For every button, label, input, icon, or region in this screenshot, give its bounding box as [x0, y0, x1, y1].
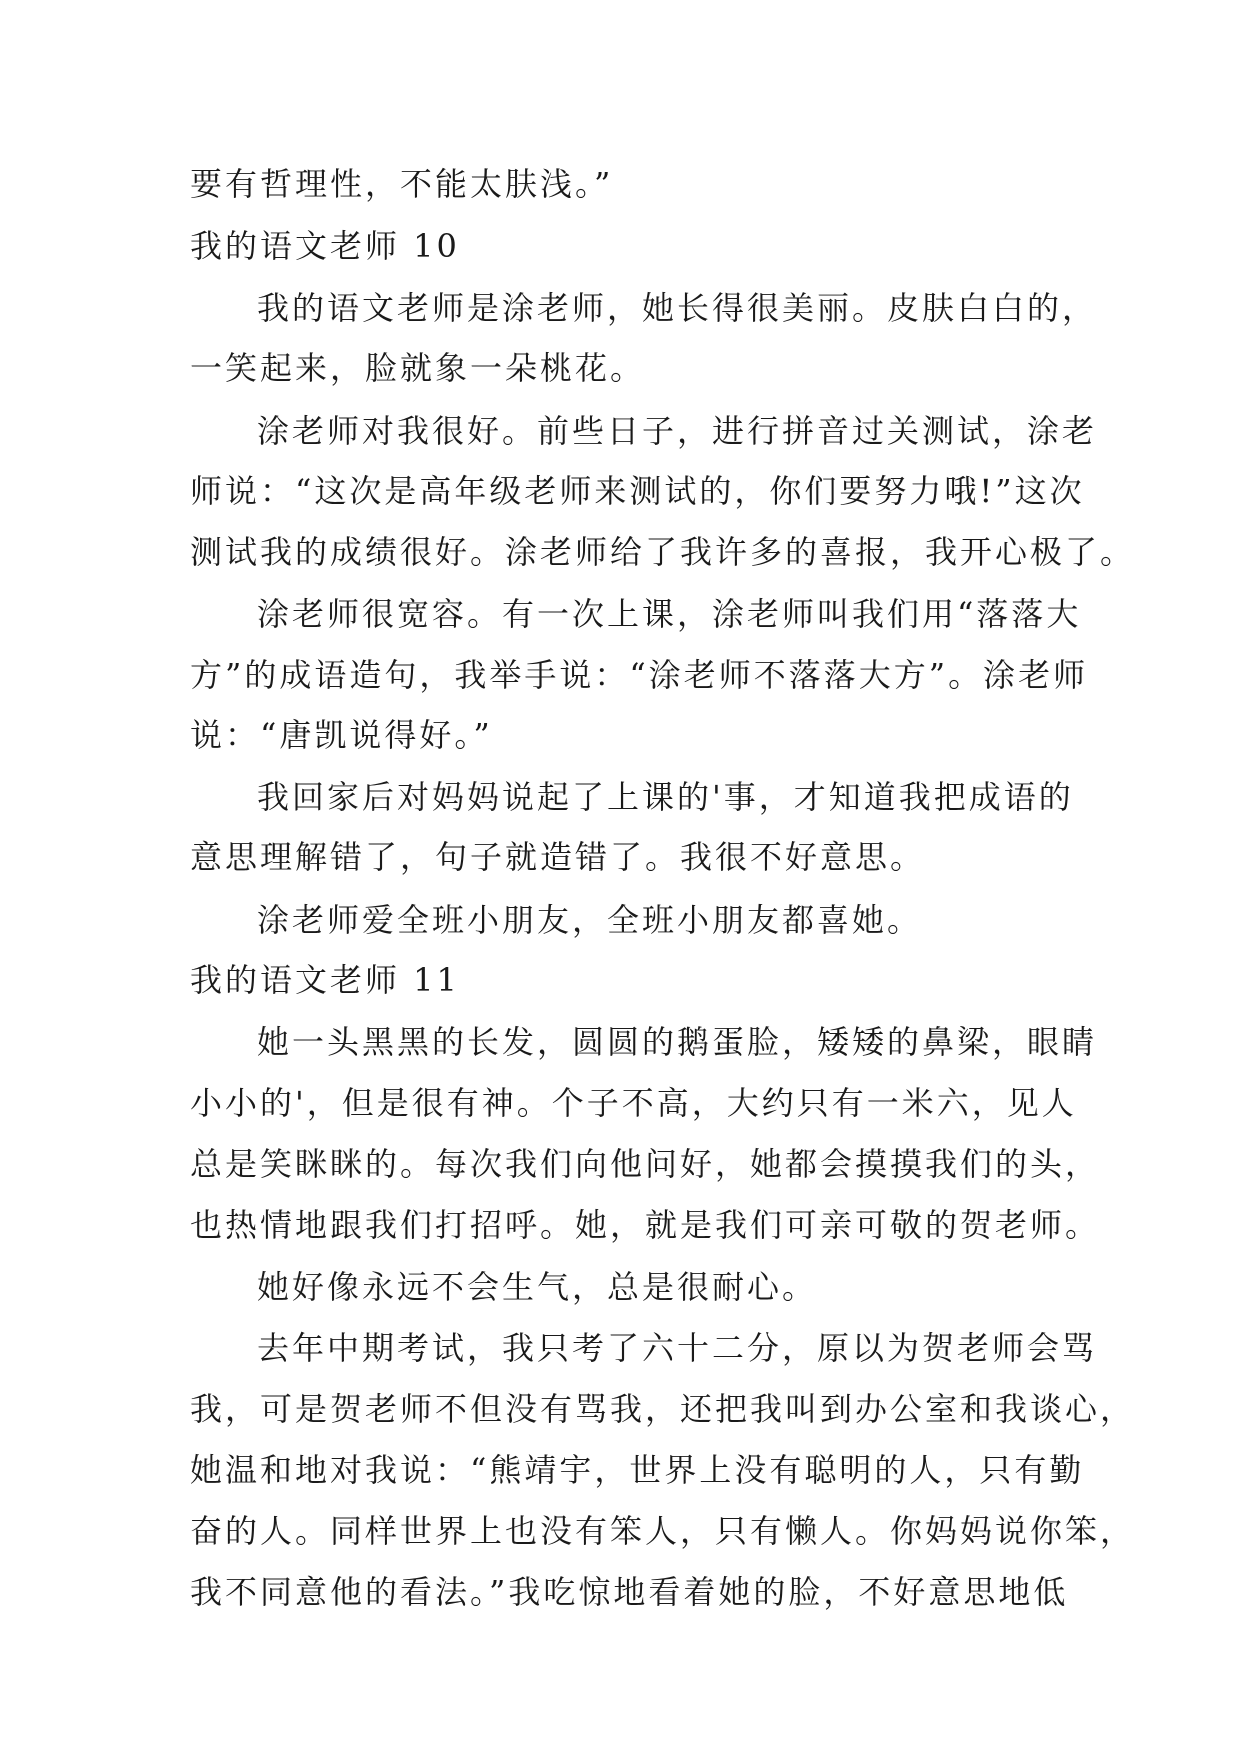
text-line: 她一头黑黑的长发，圆圆的鹅蛋脸，矮矮的鼻梁，眼睛 [257, 1023, 1098, 1061]
text-line: 涂老师爱全班小朋友，全班小朋友都喜她。 [257, 901, 923, 939]
text-line: 涂老师很宽容。有一次上课，涂老师叫我们用“落落大 [257, 595, 1082, 633]
text-line: 师说：“这次是高年级老师来测试的，你们要努力哦!”这次 [190, 472, 1085, 510]
section-heading: 我的语文老师 11 [190, 961, 460, 999]
text-line: 总是笑眯眯的。每次我们向他问好，她都会摸摸我们的头， [190, 1145, 1101, 1183]
text-line: 奋的人。同样世界上也没有笨人，只有懒人。你妈妈说你笨， [190, 1512, 1136, 1550]
text-line: 意思理解错了，句子就造错了。我很不好意思。 [190, 838, 926, 876]
text-line: 我，可是贺老师不但没有骂我，还把我叫到办公室和我谈心， [190, 1390, 1136, 1428]
section-heading: 我的语文老师 10 [190, 227, 460, 265]
text-line: 我回家后对妈妈说起了上课的'事，才知道我把成语的 [257, 778, 1074, 816]
text-line: 一笑起来，脸就象一朵桃花。 [190, 349, 646, 387]
text-line: 要有哲理性，不能太肤浅。” [190, 165, 614, 203]
text-line: 涂老师对我很好。前些日子，进行拼音过关测试，涂老 [257, 412, 1098, 450]
text-line: 我不同意他的看法。”我吃惊地看着她的脸，不好意思地低 [190, 1573, 1069, 1611]
text-line: 也热情地跟我们打招呼。她，就是我们可亲可敬的贺老师。 [190, 1206, 1101, 1244]
text-line: 我的语文老师是涂老师，她长得很美丽。皮肤白白的， [257, 289, 1098, 327]
text-line: 测试我的成绩很好。涂老师给了我许多的喜报，我开心极了。 [190, 533, 1136, 571]
text-line: 她温和地对我说：“熊靖宇，世界上没有聪明的人，只有勤 [190, 1451, 1085, 1489]
text-line: 她好像永远不会生气，总是很耐心。 [257, 1268, 818, 1306]
text-line: 方”的成语造句，我举手说：“涂老师不落落大方”。涂老师 [190, 656, 1089, 694]
text-line: 说：“唐凯说得好。” [190, 716, 493, 754]
text-line: 去年中期考试，我只考了六十二分，原以为贺老师会骂 [257, 1329, 1098, 1367]
text-line: 小小的'，但是很有神。个子不高，大约只有一米六，见人 [190, 1084, 1077, 1122]
